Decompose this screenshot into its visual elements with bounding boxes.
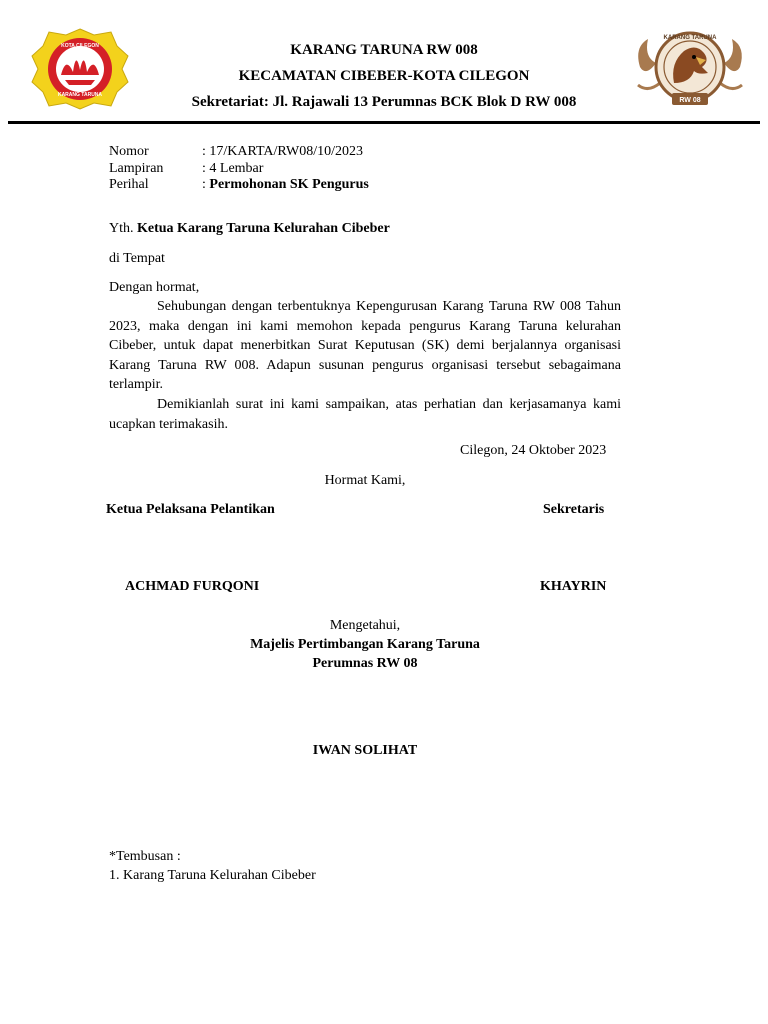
closing: Hormat Kami, xyxy=(324,473,406,488)
header-divider xyxy=(8,121,760,124)
greeting: Dengan hormat, xyxy=(109,280,200,295)
body-paragraph-1-text: Sehubungan dengan terbentuknya Kepengurusan Karang Taruna RW 008 Tahun 2023, maka dengan ini kami memohon kepada pengurus Karang Taruna kelurahan Cibeber, untuk dapat menerbitkan Surat Keputusan (SK) demi berjalannya organisasi Karang Taruna RW 008. Adapun susunan pengurus organisasi tersebut sebagaimana terlampir. xyxy=(109,299,621,392)
meta-key: Nomor xyxy=(109,144,149,159)
district-name: KECAMATAN CIBEBER-KOTA CILEGON xyxy=(238,68,530,84)
meta-value-prefix: : xyxy=(202,177,210,192)
logo-left-bottom-text: KARANG TARUNA xyxy=(57,92,103,98)
date-line: Cilegon, 24 Oktober 2023 xyxy=(460,443,607,458)
meta-key: Lampiran xyxy=(109,161,164,176)
meta-value: : 17/KARTA/RW08/10/2023 xyxy=(202,144,363,159)
org-name: KARANG TARUNA RW 008 xyxy=(290,42,478,58)
subject: Permohonan SK Pengurus xyxy=(209,177,369,192)
right-signatory-name: KHAYRIN xyxy=(540,579,607,594)
acknowledged-name: IWAN SOLIHAT xyxy=(312,743,418,758)
meta-value xyxy=(202,177,369,193)
left-signatory-name: ACHMAD FURQONI xyxy=(125,579,260,594)
recipient-name: Ketua Karang Taruna Kelurahan Cibeber xyxy=(137,221,390,236)
cc-label: *Tembusan : xyxy=(109,849,181,864)
acknowledged-body-line-2: Perumnas RW 08 xyxy=(312,656,418,671)
recipient-place: di Tempat xyxy=(109,251,165,266)
logo-right-top-text: KARANG TARUNA xyxy=(663,35,717,41)
meta-value: : 4 Lembar xyxy=(202,161,264,176)
body-paragraph-1 xyxy=(109,297,621,395)
body-paragraph-2 xyxy=(109,395,621,434)
right-signatory-title: Sekretaris xyxy=(543,502,605,517)
acknowledged-body-line-1: Majelis Pertimbangan Karang Taruna xyxy=(250,637,480,652)
secretariat-address: Sekretariat: Jl. Rajawali 13 Perumnas BCK Blok D RW 008 xyxy=(191,94,577,110)
body-paragraph-2-text: Demikianlah surat ini kami sampaikan, atas perhatian dan kerjasamanya kami ucapkan terimakasih. xyxy=(109,397,621,432)
acknowledged-label: Mengetahui, xyxy=(329,618,401,633)
meta-key: Perihal xyxy=(109,177,149,192)
recipient-prefix: Yth. xyxy=(109,221,137,236)
cc-item: 1. Karang Taruna Kelurahan Cibeber xyxy=(109,868,316,883)
recipient-line xyxy=(109,221,390,237)
logo-left-top-text: KOTA CILEGON xyxy=(61,43,99,49)
logo-right-bottom-text: RW 08 xyxy=(679,97,701,104)
left-signatory-title: Ketua Pelaksana Pelantikan xyxy=(106,502,275,517)
